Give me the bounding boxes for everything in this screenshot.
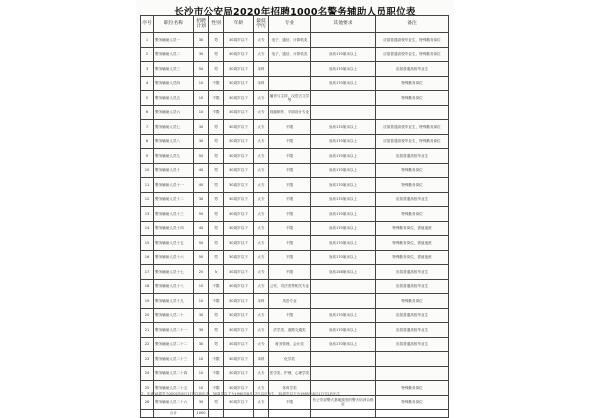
table-row bbox=[141, 279, 449, 294]
cell-major: 电子、通信、计算机类 bbox=[269, 47, 311, 62]
cell-age: 30周岁以下 bbox=[224, 62, 254, 77]
cell-position: 警务辅助人员九 bbox=[154, 149, 194, 164]
table-row bbox=[141, 91, 449, 106]
cell-index: 7 bbox=[141, 120, 154, 135]
cell-index: 16 bbox=[141, 250, 154, 265]
cell-education: 大专 bbox=[254, 250, 269, 265]
cell-age: 30周岁以下 bbox=[224, 366, 254, 381]
cell-position: 警务辅助人员十七 bbox=[154, 265, 194, 280]
cell-requirements: 身高170厘米以上 bbox=[311, 120, 376, 135]
cell-major: 不限 bbox=[269, 221, 311, 236]
cell-gender: 男 bbox=[209, 33, 224, 48]
cell-index: 22 bbox=[141, 337, 154, 352]
cell-gender: 男 bbox=[209, 47, 224, 62]
cell-requirements: 身高170厘米以上 bbox=[311, 323, 376, 338]
cell-notes: 特殊勤务岗位 bbox=[376, 91, 449, 106]
cell-quota: 30 bbox=[194, 47, 209, 62]
cell-notes bbox=[376, 352, 449, 367]
cell-quota: 30 bbox=[194, 192, 209, 207]
table-row bbox=[141, 265, 449, 280]
cell-gender: 男 bbox=[209, 62, 224, 77]
cell-quota: 10 bbox=[194, 352, 209, 367]
cell-quota: 10 bbox=[194, 76, 209, 91]
cell-quota: 50 bbox=[194, 207, 209, 222]
cell-quota: 30 bbox=[194, 33, 209, 48]
total-value: 1000 bbox=[194, 410, 209, 418]
cell-position: 警务辅助人员二十一 bbox=[154, 323, 194, 338]
cell-age: 30周岁以下 bbox=[224, 47, 254, 62]
cell-requirements bbox=[311, 294, 376, 309]
cell-quota: 10 bbox=[194, 279, 209, 294]
cell-notes: 应届普通高校毕业生 bbox=[376, 323, 449, 338]
cell-requirements bbox=[311, 105, 376, 120]
cell-major bbox=[269, 62, 311, 77]
cell-notes: 特殊勤务岗位 bbox=[376, 76, 449, 91]
cell-major: 体育学类 bbox=[269, 381, 311, 396]
cell-index: 10 bbox=[141, 163, 154, 178]
table-row bbox=[141, 250, 449, 265]
cell-quota: 30 bbox=[194, 134, 209, 149]
cell-index: 24 bbox=[141, 366, 154, 381]
cell-quota: 30 bbox=[194, 395, 209, 410]
cell-quota: 40 bbox=[194, 221, 209, 236]
cell-gender: 不限 bbox=[209, 352, 224, 367]
cell-education: 大专 bbox=[254, 192, 269, 207]
table-row bbox=[141, 178, 449, 193]
cell-major: 不限 bbox=[269, 395, 311, 410]
cell-age: 30周岁以下 bbox=[224, 236, 254, 251]
cell-education: 大专 bbox=[254, 337, 269, 352]
cell-age: 30周岁以下 bbox=[224, 250, 254, 265]
cell-age: 30周岁以下 bbox=[224, 352, 254, 367]
cell-requirements bbox=[311, 279, 376, 294]
cell-quota: 30 bbox=[194, 120, 209, 135]
cell-major: 不限 bbox=[269, 192, 311, 207]
cell-gender: 不限 bbox=[209, 294, 224, 309]
cell-age: 30周岁以下 bbox=[224, 120, 254, 135]
cell-position: 警务辅助人员一 bbox=[154, 33, 194, 48]
header-notes: 备注 bbox=[376, 16, 449, 33]
cell-requirements: 有公安部警犬基地颁发的警犬培训合格证 bbox=[311, 395, 376, 410]
cell-requirements bbox=[311, 366, 376, 381]
cell-position: 警务辅助人员八 bbox=[154, 134, 194, 149]
cell-notes: 特殊勤务岗位 bbox=[376, 294, 449, 309]
cell-major: 不限 bbox=[269, 236, 311, 251]
cell-education: 大专 bbox=[254, 236, 269, 251]
cell-education: 本科 bbox=[254, 294, 269, 309]
cell-requirements bbox=[311, 352, 376, 367]
cell-index: 15 bbox=[141, 236, 154, 251]
cell-requirements: 身高170厘米以上 bbox=[311, 337, 376, 352]
cell-index: 12 bbox=[141, 192, 154, 207]
cell-notes: 应届普通高校毕业生，特殊勤务岗位 bbox=[376, 33, 449, 48]
cell-position: 警务辅助人员十一 bbox=[154, 178, 194, 193]
cell-age: 30周岁以下 bbox=[224, 207, 254, 222]
cell-index: 11 bbox=[141, 178, 154, 193]
cell-notes: 特殊勤务岗位，需值夜班 bbox=[376, 221, 449, 236]
document-page bbox=[136, 0, 454, 416]
cell-major: 不限 bbox=[269, 178, 311, 193]
cell-major: 不限 bbox=[269, 308, 311, 323]
cell-age: 30周岁以下 bbox=[224, 395, 254, 410]
header-index: 序号 bbox=[141, 16, 154, 33]
cell-age: 30周岁以下 bbox=[224, 105, 254, 120]
cell-notes: 应届普通高校毕业生，特殊勤务岗位 bbox=[376, 134, 449, 149]
cell-position: 警务辅助人员二十五 bbox=[154, 381, 194, 396]
cell-position: 警务辅助人员十五 bbox=[154, 236, 194, 251]
cell-education: 大专 bbox=[254, 265, 269, 280]
cell-age: 30周岁以下 bbox=[224, 76, 254, 91]
cell-gender: 男 bbox=[209, 120, 224, 135]
cell-major: 播音与主持、汉语言文学等 bbox=[269, 91, 311, 106]
table-row bbox=[141, 134, 449, 149]
cell-quota: 40 bbox=[194, 163, 209, 178]
cell-index: 3 bbox=[141, 62, 154, 77]
cell-gender: 不限 bbox=[209, 91, 224, 106]
cell-major: 化学类 bbox=[269, 352, 311, 367]
cell-position: 警务辅助人员四 bbox=[154, 76, 194, 91]
cell-major: 医学类、护理、心理学类 bbox=[269, 366, 311, 381]
cell-notes: 特殊勤务岗位 bbox=[376, 207, 449, 222]
cell-index: 5 bbox=[141, 91, 154, 106]
cell-index: 17 bbox=[141, 265, 154, 280]
cell-requirements: 身高170厘米以上 bbox=[311, 221, 376, 236]
cell-gender: 男 bbox=[209, 337, 224, 352]
header-age: 年龄 bbox=[224, 16, 254, 33]
cell-notes: 特殊勤务岗位 bbox=[376, 163, 449, 178]
cell-index: 19 bbox=[141, 294, 154, 309]
cell-notes: 应届普通高校毕业生 bbox=[376, 62, 449, 77]
cell-notes: 应届普通高校毕业生 bbox=[376, 265, 449, 280]
cell-major: 不限 bbox=[269, 207, 311, 222]
cell-index: 2 bbox=[141, 47, 154, 62]
cell-education: 大专 bbox=[254, 120, 269, 135]
cell-requirements: 身高170厘米以上 bbox=[311, 149, 376, 164]
cell-gender: 男 bbox=[209, 323, 224, 338]
cell-education: 大专 bbox=[254, 33, 269, 48]
table-header-row bbox=[141, 16, 449, 33]
cell-position: 警务辅助人员十四 bbox=[154, 221, 194, 236]
cell-requirements: 身高170厘米以上 bbox=[311, 250, 376, 265]
cell-position: 警务辅助人员二 bbox=[154, 47, 194, 62]
cell-education: 大专 bbox=[254, 395, 269, 410]
cell-age: 30周岁以下 bbox=[224, 192, 254, 207]
cell-requirements: 身高170厘米以上 bbox=[311, 308, 376, 323]
cell-index: 4 bbox=[141, 76, 154, 91]
cell-notes: 特殊勤务岗位 bbox=[376, 395, 449, 410]
cell-quota: 50 bbox=[194, 236, 209, 251]
header-gender: 性别 bbox=[209, 16, 224, 33]
cell-notes: 特殊勤务岗位 bbox=[376, 381, 449, 396]
cell-gender: 男 bbox=[209, 149, 224, 164]
cell-age: 30周岁以下 bbox=[224, 33, 254, 48]
cell-index: 23 bbox=[141, 352, 154, 367]
cell-quota: 30 bbox=[194, 337, 209, 352]
header-requirements: 其他要求 bbox=[311, 16, 376, 33]
cell-education: 大专 bbox=[254, 149, 269, 164]
cell-age: 30周岁以下 bbox=[224, 265, 254, 280]
cell-gender: 男 bbox=[209, 250, 224, 265]
cell-education: 大专 bbox=[254, 134, 269, 149]
positions-table bbox=[140, 15, 449, 418]
cell-position: 警务辅助人员五 bbox=[154, 91, 194, 106]
cell-requirements: 身高158厘米以上 bbox=[311, 265, 376, 280]
cell-quota: 30 bbox=[194, 323, 209, 338]
cell-education: 大专 bbox=[254, 381, 269, 396]
cell-education: 大专 bbox=[254, 163, 269, 178]
cell-requirements: 身高170厘米以上 bbox=[311, 207, 376, 222]
cell-requirements: 身高170厘米以上 bbox=[311, 134, 376, 149]
cell-position: 警务辅助人员十六 bbox=[154, 250, 194, 265]
cell-major: 不限 bbox=[269, 149, 311, 164]
cell-major: 财务管理、会计类 bbox=[269, 337, 311, 352]
cell-education: 大专 bbox=[254, 47, 269, 62]
cell-education: 本科 bbox=[254, 352, 269, 367]
cell-position: 警务辅助人员三 bbox=[154, 62, 194, 77]
cell-notes: 应届普通高校毕业生 bbox=[376, 192, 449, 207]
cell-index: 13 bbox=[141, 207, 154, 222]
cell-position: 警务辅助人员十二 bbox=[154, 192, 194, 207]
cell-notes: 应届普通高校毕业生 bbox=[376, 337, 449, 352]
cell-quota: 40 bbox=[194, 178, 209, 193]
table-row bbox=[141, 308, 449, 323]
cell-position: 警务辅助人员七 bbox=[154, 120, 194, 135]
cell-gender: 男 bbox=[209, 236, 224, 251]
table-row bbox=[141, 221, 449, 236]
cell-age: 30周岁以下 bbox=[224, 294, 254, 309]
cell-education: 大专 bbox=[254, 178, 269, 193]
cell-age: 30周岁以下 bbox=[224, 279, 254, 294]
cell-age: 30周岁以下 bbox=[224, 163, 254, 178]
cell-gender: 男 bbox=[209, 163, 224, 178]
cell-quota: 10 bbox=[194, 381, 209, 396]
cell-quota: 10 bbox=[194, 91, 209, 106]
cell-index: 25 bbox=[141, 381, 154, 396]
cell-education: 大专 bbox=[254, 207, 269, 222]
cell-position: 警务辅助人员二十 bbox=[154, 308, 194, 323]
cell-position: 警务辅助人员十九 bbox=[154, 294, 194, 309]
cell-position: 警务辅助人员十八 bbox=[154, 279, 194, 294]
cell-education: 大专 bbox=[254, 308, 269, 323]
cell-notes: 特殊勤务岗位 bbox=[376, 178, 449, 193]
table-row bbox=[141, 62, 449, 77]
cell-education: 本科 bbox=[254, 62, 269, 77]
cell-notes: 特殊勤务岗位，需值夜班 bbox=[376, 236, 449, 251]
cell-quota: 30 bbox=[194, 308, 209, 323]
cell-major: 不限 bbox=[269, 250, 311, 265]
cell-quota: 50 bbox=[194, 62, 209, 77]
table-row bbox=[141, 105, 449, 120]
cell-notes: 应届普通高校毕业生 bbox=[376, 308, 449, 323]
table-row bbox=[141, 337, 449, 352]
cell-position: 警务辅助人员十三 bbox=[154, 207, 194, 222]
cell-major: 不限 bbox=[269, 265, 311, 280]
table-total-row bbox=[141, 410, 449, 418]
cell-notes: 特殊勤务岗位，需值夜班 bbox=[376, 250, 449, 265]
cell-age: 30周岁以下 bbox=[224, 91, 254, 106]
cell-education: 大专 bbox=[254, 221, 269, 236]
cell-position: 警务辅助人员二十三 bbox=[154, 352, 194, 367]
cell-notes: 应届普通高校毕业生，特殊勤务岗位 bbox=[376, 120, 449, 135]
cell-gender: 不限 bbox=[209, 76, 224, 91]
cell-major: 不限 bbox=[269, 120, 311, 135]
cell-major: 不限 bbox=[269, 134, 311, 149]
table-row bbox=[141, 163, 449, 178]
table-footnote: 注：年满18周岁为2002年8月17日以前出生；30周岁以下为1990年8月17日以后出生；35周岁以下为1985年8月17日以后出生 bbox=[140, 392, 341, 396]
cell-quota: 50 bbox=[194, 250, 209, 265]
table-row bbox=[141, 76, 449, 91]
cell-major: 不限 bbox=[269, 163, 311, 178]
cell-age: 30周岁以下 bbox=[224, 178, 254, 193]
table-row bbox=[141, 294, 449, 309]
cell-requirements: 身高170厘米以上 bbox=[311, 236, 376, 251]
cell-age: 30周岁以下 bbox=[224, 149, 254, 164]
cell-index: 20 bbox=[141, 308, 154, 323]
cell-requirements: 身高170厘米以上 bbox=[311, 192, 376, 207]
cell-gender: 男 bbox=[209, 178, 224, 193]
cell-education: 本科 bbox=[254, 76, 269, 91]
cell-major: 英语专业 bbox=[269, 294, 311, 309]
cell-education: 大专 bbox=[254, 105, 269, 120]
cell-index: 18 bbox=[141, 279, 154, 294]
cell-position: 警务辅助人员二十六 bbox=[154, 395, 194, 410]
cell-requirements: 身高170厘米以上 bbox=[311, 47, 376, 62]
header-major: 专业 bbox=[269, 16, 311, 33]
cell-gender: 男 bbox=[209, 308, 224, 323]
table-row bbox=[141, 207, 449, 222]
cell-index: 21 bbox=[141, 323, 154, 338]
table-row bbox=[141, 33, 449, 48]
table-row bbox=[141, 323, 449, 338]
cell-notes: 应届普通高校毕业生，特殊勤务岗位 bbox=[376, 47, 449, 62]
cell-requirements bbox=[311, 33, 376, 48]
cell-education: 大专 bbox=[254, 91, 269, 106]
cell-major: 公安、司法类等相关专业 bbox=[269, 279, 311, 294]
cell-requirements: 身高170厘米以上 bbox=[311, 76, 376, 91]
cell-requirements bbox=[311, 91, 376, 106]
cell-gender: 男 bbox=[209, 134, 224, 149]
cell-index: 14 bbox=[141, 221, 154, 236]
cell-index: 8 bbox=[141, 134, 154, 149]
table-row bbox=[141, 149, 449, 164]
cell-gender: 不限 bbox=[209, 279, 224, 294]
table-row bbox=[141, 352, 449, 367]
cell-quota: 50 bbox=[194, 149, 209, 164]
cell-education: 大专 bbox=[254, 279, 269, 294]
document-title: 长沙市公安局2020年招聘1000名警务辅助人员职位表 bbox=[174, 7, 416, 18]
table-row bbox=[141, 366, 449, 381]
cell-index: 9 bbox=[141, 149, 154, 164]
cell-major: 法学类、道路交通类 bbox=[269, 323, 311, 338]
cell-position: 警务辅助人员二十四 bbox=[154, 366, 194, 381]
cell-index: 6 bbox=[141, 105, 154, 120]
total-label: 合计 bbox=[154, 410, 194, 418]
cell-gender: 男 bbox=[209, 207, 224, 222]
table-row bbox=[141, 120, 449, 135]
cell-age: 30周岁以下 bbox=[224, 381, 254, 396]
header-position: 职位名称 bbox=[154, 16, 194, 33]
header-education: 最低学历 bbox=[254, 16, 269, 33]
cell-quota: 10 bbox=[194, 366, 209, 381]
cell-age: 30周岁以下 bbox=[224, 337, 254, 352]
table-row bbox=[141, 236, 449, 251]
cell-index: 1 bbox=[141, 33, 154, 48]
table-row bbox=[141, 47, 449, 62]
cell-age: 30周岁以下 bbox=[224, 323, 254, 338]
cell-gender: 不限 bbox=[209, 366, 224, 381]
cell-gender: 不限 bbox=[209, 381, 224, 396]
cell-requirements: 身高170厘米以上 bbox=[311, 62, 376, 77]
cell-notes: 应届普通高校毕业生 bbox=[376, 149, 449, 164]
cell-quota: 10 bbox=[194, 294, 209, 309]
cell-major bbox=[269, 76, 311, 91]
cell-quota: 25 bbox=[194, 265, 209, 280]
cell-index: 26 bbox=[141, 395, 154, 410]
cell-requirements: 身高170厘米以上 bbox=[311, 178, 376, 193]
cell-age: 30周岁以下 bbox=[224, 134, 254, 149]
cell-education: 大专 bbox=[254, 366, 269, 381]
header-quota: 招聘计划 bbox=[194, 16, 209, 33]
cell-gender: 不限 bbox=[209, 105, 224, 120]
cell-gender: 男 bbox=[209, 192, 224, 207]
cell-gender: 男 bbox=[209, 395, 224, 410]
cell-age: 30周岁以下 bbox=[224, 221, 254, 236]
cell-gender: 男 bbox=[209, 221, 224, 236]
cell-notes bbox=[376, 105, 449, 120]
cell-position: 警务辅助人员六 bbox=[154, 105, 194, 120]
table-row bbox=[141, 192, 449, 207]
cell-education: 大专 bbox=[254, 323, 269, 338]
cell-major: 电子、通信、计算机类 bbox=[269, 33, 311, 48]
cell-requirements: 身高170厘米以上 bbox=[311, 163, 376, 178]
cell-notes bbox=[376, 366, 449, 381]
cell-gender: 女 bbox=[209, 265, 224, 280]
cell-position: 警务辅助人员二十二 bbox=[154, 337, 194, 352]
cell-major: 视频制作、平面设计专业 bbox=[269, 105, 311, 120]
cell-notes: 应届普通高校毕业生 bbox=[376, 279, 449, 294]
cell-age: 30周岁以下 bbox=[224, 308, 254, 323]
cell-position: 警务辅助人员十 bbox=[154, 163, 194, 178]
cell-quota: 10 bbox=[194, 105, 209, 120]
